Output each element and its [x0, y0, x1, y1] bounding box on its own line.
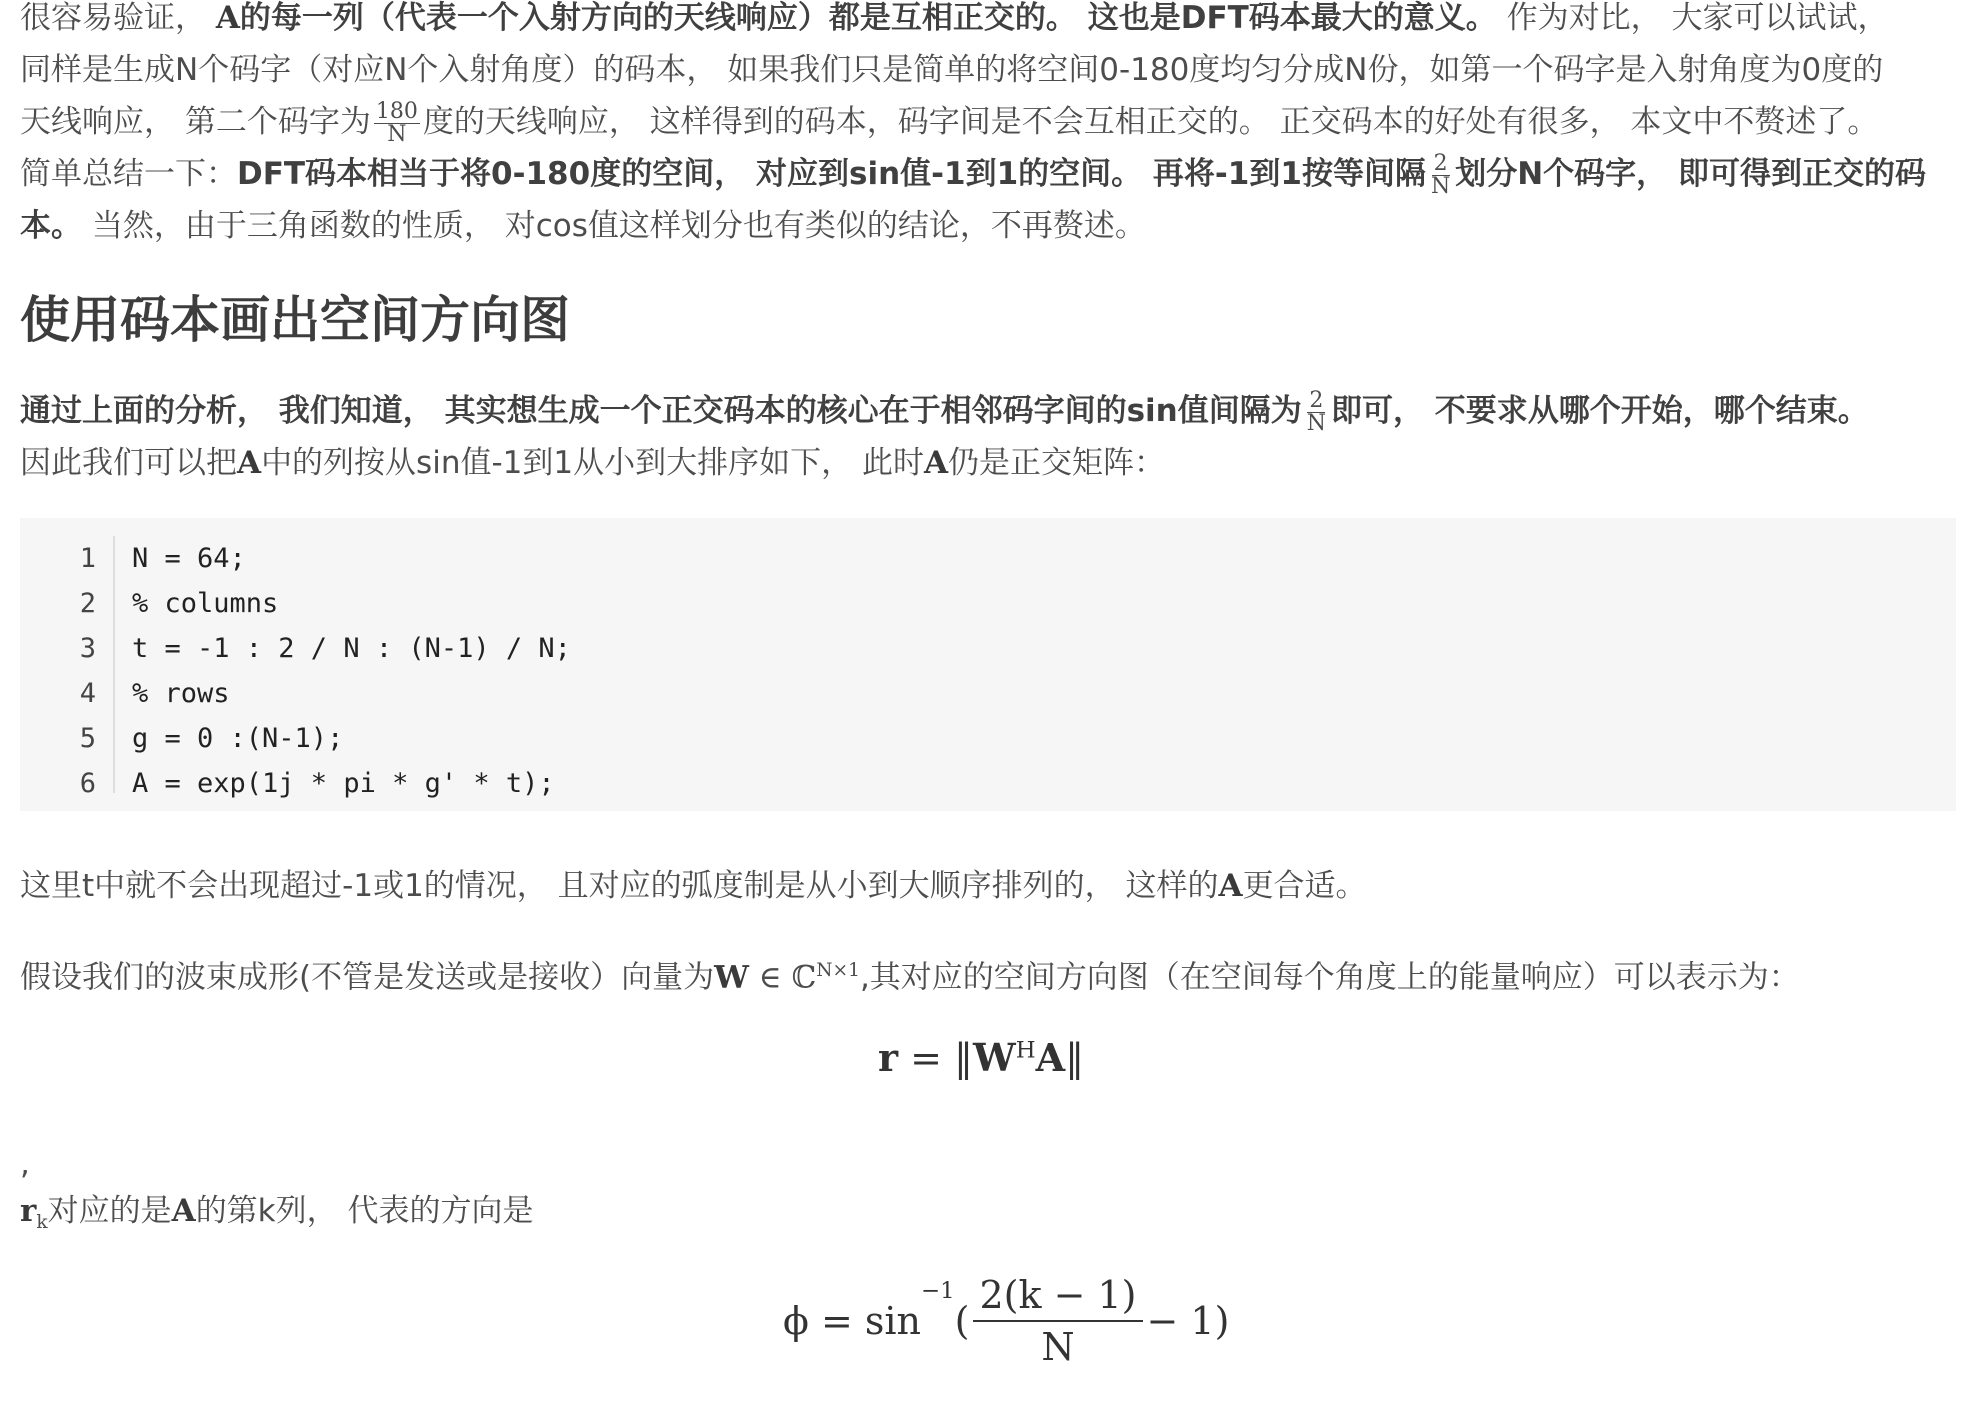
eq-phi-sin: ϕ = sin [783, 1299, 922, 1343]
para5-text-b: 的第k列， 代表的方向是 [195, 1193, 534, 1229]
fraction-180-over-N [374, 101, 420, 146]
para4-text-a: 假设我们的波束成形(不管是发送或是接收）向量为 [20, 959, 715, 996]
para4-text-b: ,其对应的空间方向图（在空间每个角度上的能量响应）可以表示为： [859, 959, 1800, 996]
fraction-denominator: N [387, 122, 407, 147]
code-line: A = exp(1j * pi * g' * t); [132, 768, 555, 799]
line-number: 1 [79, 543, 96, 574]
code-line: N = 64; [132, 543, 246, 574]
matrix-A-symbol: A [237, 445, 262, 481]
para4 [20, 945, 1960, 1003]
para1-line2: 同样是生成N个码字（对应N个入射角度）的码本， 如果我们只是简单的将空间0-180度均匀分成N份，如第一个码字是入射角度为0度的 [20, 52, 1884, 88]
para1-line5-b: 当然，由于三角函数的性质， 对cos值这样划分也有类似的结论，不再赘述。 [82, 208, 1146, 244]
para5-text-a: 对应的是 [47, 1193, 172, 1229]
fraction-denominator: N [1306, 411, 1326, 436]
eq-open-paren: ( [954, 1299, 970, 1343]
k-subscript: k [36, 1212, 48, 1234]
fraction-2-over-N [1429, 153, 1452, 198]
para3-text-a: 这里t中就不会出现超过-1或1的情况， 且对应的弧度制是从小到大顺序排列的， 这样的 [20, 868, 1219, 904]
complex-set-symbol: ∈ ℂ [748, 959, 817, 996]
para2-line2 [20, 437, 1960, 489]
para1-line4 [20, 148, 1960, 200]
matrix-A-symbol: A [171, 1193, 196, 1229]
line-number: 6 [79, 768, 96, 799]
para5 [20, 1185, 1960, 1249]
para1-text-a: 很容易验证， [20, 0, 206, 36]
line-number: 3 [79, 633, 96, 664]
eq-equals: = ‖ [898, 1036, 974, 1080]
code-line: % rows [132, 678, 230, 709]
eq-fraction-denominator: N [1041, 1325, 1075, 1369]
para3-text-b: 更合适。 [1242, 868, 1367, 904]
eq-fraction [973, 1270, 1142, 1372]
para2-line2-b: 中的列按从sin值-1到1从小到大排序如下， 此时 [261, 445, 924, 481]
para1-line3-b: 度的天线响应， 这样得到的码本，码字间是不会互相正交的。 正交码本的好处有很多， 本文中不赘述了。 [422, 104, 1879, 140]
para2-bold: 通过上面的分析， 我们知道， 其实想生成一个正交码本的核心在于相邻码字间的sin值间隔为 [20, 393, 1302, 429]
para2-line2-c: 仍是正交矩阵： [948, 445, 1166, 481]
para1-text-c: 作为对比， 大家可以试试， [1496, 0, 1889, 36]
vector-W-symbol: W [714, 959, 749, 996]
code-block[interactable] [20, 518, 1956, 811]
fraction-numerator: 2 [1309, 388, 1324, 413]
para1-line1 [20, 0, 1960, 44]
line-number: 2 [79, 588, 96, 619]
line-number: 5 [79, 723, 96, 754]
matrix-A-symbol: A [923, 445, 949, 481]
fraction-numerator: 180 [375, 99, 418, 124]
para1-line5-bold: 本。 [20, 208, 82, 244]
eq-norm-close: ‖ [1065, 1036, 1085, 1080]
code-gutter-divider [113, 536, 115, 793]
line-number: 4 [79, 678, 96, 709]
para2-line1 [20, 385, 1960, 437]
para1-line5 [20, 200, 1960, 252]
para2-line2-a: 因此我们可以把 [20, 445, 237, 481]
eq-A-symbol: A [1035, 1035, 1066, 1080]
para1-line4-bold: DFT码本相当于将0-180度的空间， 对应到sin值-1到1的空间。 再将-1到1按等间隔 [237, 156, 1426, 192]
equation-r [878, 1035, 1084, 1080]
para3 [20, 860, 1960, 912]
para1-line4-bold2: 划分N个码字， 即可得到正交的码 [1455, 156, 1926, 192]
eq-inverse-superscript: −1 [921, 1278, 955, 1304]
fraction-denominator: N [1430, 174, 1451, 199]
stray-comma: , [20, 1146, 30, 1182]
eq-hermitian: H [1015, 1037, 1036, 1064]
para1-line3 [20, 96, 1960, 148]
code-line: % columns [132, 588, 279, 619]
fraction-numerator: 2 [1433, 151, 1448, 176]
matrix-A-symbol: A [215, 0, 240, 36]
eq-rest: − 1) [1146, 1299, 1230, 1343]
para2-bold2: 即可， 不要求从哪个开始，哪个结束。 [1330, 393, 1869, 429]
fraction-2-over-N [1305, 390, 1328, 435]
equation-phi [783, 1270, 1229, 1372]
para1-line3-a: 天线响应， 第二个码字为 [20, 104, 371, 140]
eq-fraction-numerator: 2(k − 1) [973, 1270, 1142, 1322]
code-line: t = -1 : 2 / N : (N-1) / N; [132, 633, 571, 664]
section-heading: 使用码本画出空间方向图 [20, 291, 570, 349]
matrix-A-symbol: A [1218, 868, 1243, 904]
para1-bold-text: 的每一列（代表一个入射方向的天线响应）都是互相正交的。 这也是DFT码本最大的意义。 [239, 0, 1497, 36]
r-k-symbol: r [20, 1193, 37, 1229]
eq-W-symbol: W [973, 1035, 1016, 1080]
code-line: g = 0 :(N-1); [132, 723, 344, 754]
para1-line4-a: 简单总结一下： [20, 156, 237, 192]
eq-r-symbol: r [878, 1035, 899, 1080]
dimension-superscript: N×1 [816, 960, 860, 981]
